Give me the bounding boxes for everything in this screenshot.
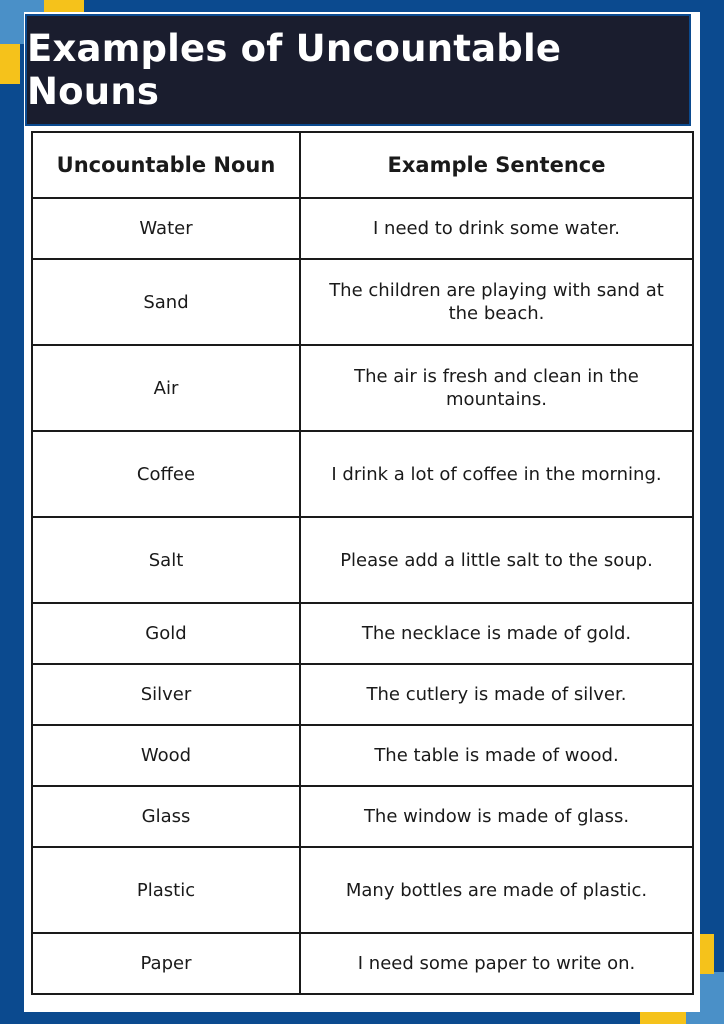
title-banner: [25, 14, 691, 126]
table-row: [32, 664, 693, 725]
column-header-noun: Uncountable Noun: [32, 132, 300, 198]
noun-cell: Sand: [32, 259, 300, 345]
sentence-cell: I drink a lot of coffee in the morning.: [300, 431, 693, 517]
table-row: [32, 603, 693, 664]
noun-cell: Silver: [32, 664, 300, 725]
table-row: [32, 259, 693, 345]
decor-square-yellow-top-left: [0, 44, 20, 84]
noun-cell: Salt: [32, 517, 300, 603]
sentence-cell: I need some paper to write on.: [300, 933, 693, 994]
sentence-cell: I need to drink some water.: [300, 198, 693, 259]
table-row: [32, 847, 693, 933]
table-row: [32, 198, 693, 259]
sentence-cell: The cutlery is made of silver.: [300, 664, 693, 725]
sentence-cell: The children are playing with sand at the beach.: [300, 259, 693, 345]
table-header-row: [32, 132, 693, 198]
sentence-cell: The necklace is made of gold.: [300, 603, 693, 664]
sentence-cell: The window is made of glass.: [300, 786, 693, 847]
table-row: [32, 431, 693, 517]
uncountable-nouns-table: [31, 131, 694, 995]
sentence-cell: The air is fresh and clean in the mountains.: [300, 345, 693, 431]
noun-cell: Gold: [32, 603, 300, 664]
table-row: [32, 725, 693, 786]
noun-cell: Glass: [32, 786, 300, 847]
table-row: [32, 786, 693, 847]
decor-square-yellow-top-left-2: [44, 0, 84, 12]
column-header-sentence: Example Sentence: [300, 132, 693, 198]
noun-cell: Paper: [32, 933, 300, 994]
sentence-cell: Many bottles are made of plastic.: [300, 847, 693, 933]
noun-cell: Air: [32, 345, 300, 431]
decor-square-yellow-bottom-right-2: [640, 1012, 686, 1024]
noun-cell: Water: [32, 198, 300, 259]
sentence-cell: The table is made of wood.: [300, 725, 693, 786]
table-row: [32, 517, 693, 603]
noun-cell: Plastic: [32, 847, 300, 933]
sentence-cell: Please add a little salt to the soup.: [300, 517, 693, 603]
noun-cell: Wood: [32, 725, 300, 786]
table-row: [32, 933, 693, 994]
page-title: Examples of Uncountable Nouns: [27, 27, 562, 113]
table-row: [32, 345, 693, 431]
noun-cell: Coffee: [32, 431, 300, 517]
